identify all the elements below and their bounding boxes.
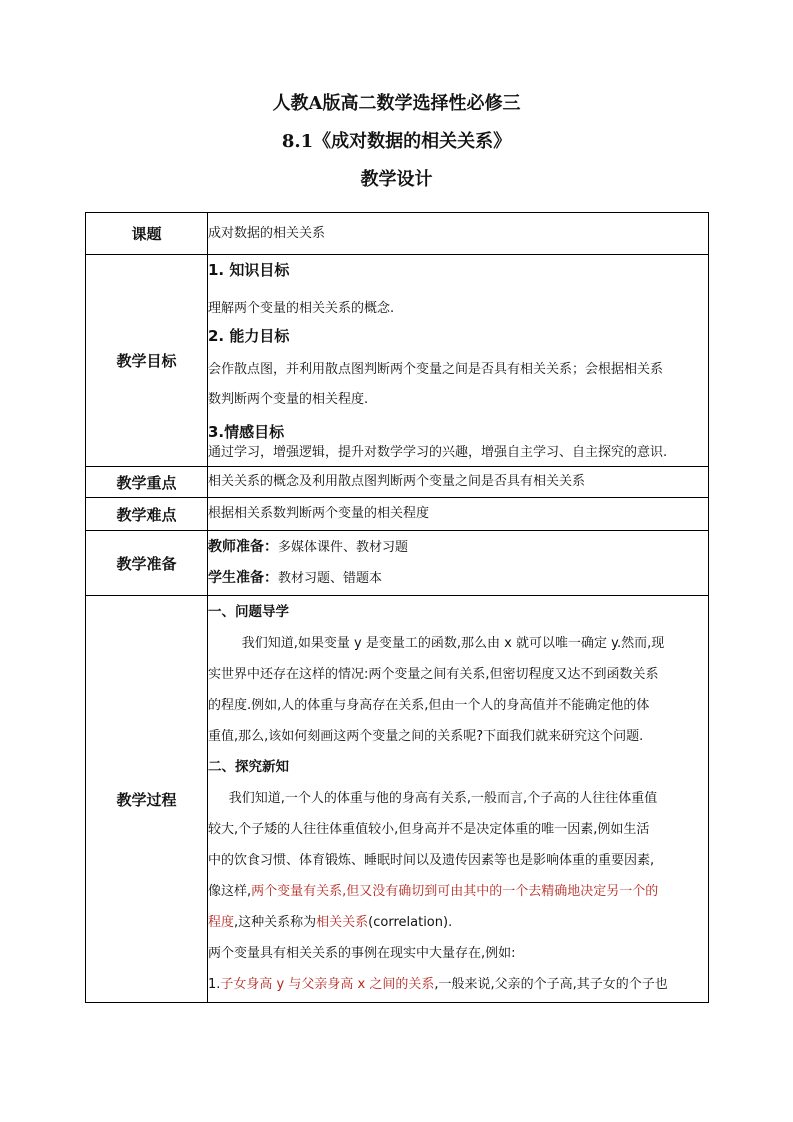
teacher-preparation: 教师准备：多媒体课件、教材习题 [208,539,409,555]
emotion-goal-text: 通过学习，增强逻辑，提升对数学学习的兴趣，增强自主学习、自主探究的意识. [208,445,668,460]
key-point-row [86,467,709,498]
difficulty-row [86,498,709,531]
lesson-title: 8.1《成对数据的相关关系》 [281,131,512,152]
course-title: 人教A版高二数学选择性必修三 [272,93,521,114]
knowledge-goal-text: 理解两个变量的相关关系的概念. [208,301,395,316]
ability-goal-title: 2. 能力目标 [208,327,290,345]
section2-line-3: 中的饮食习惯、体育锻炼、睡眠时间以及遗传因素等也是影响体重的重要因素, [208,853,655,868]
process-label: 教学过程 [86,596,208,1003]
section2-line-1: 我们知道,一个人的体重与他的身高有关系,一般而言,个子高的人往往体重值 [228,791,658,806]
section2-line-5: 程度,这种关系称为相关关系(correlation). [208,915,453,930]
topic-label: 课题 [86,213,208,255]
goals-row [86,255,709,467]
lesson-plan-table [85,212,709,1003]
preparation-row [86,531,709,596]
difficulty-value: 根据相关系数判断两个变量的相关程度 [208,498,709,531]
section2-line-6: 两个变量具有相关关系的事例在现实中大量存在,例如: [208,946,516,961]
key-point-value: 相关关系的概念及利用散点图判断两个变量之间是否具有相关关系 [208,467,709,498]
ability-goal-text-1: 会作散点图，并利用散点图判断两个变量之间是否具有相关关系；会根据相关系 [208,362,664,377]
emotion-goal-title: 3.情感目标 [208,423,285,441]
section1-line-3: 的程度.例如,人的体重与身高存在关系,但由一个人的身高值并不能确定他的体 [208,698,650,713]
section-problem-guide-title: 一、问题导学 [208,604,289,620]
key-point-label: 教学重点 [86,467,208,498]
section2-line-7: 1.子女身高 y 与父亲身高 x 之间的关系,一般来说,父亲的个子高,其子女的个子也 [208,977,668,992]
process-content [208,596,709,1003]
document-header [0,94,793,190]
preparation-content [208,531,709,596]
section-explore-title: 二、探究新知 [208,759,289,775]
knowledge-goal-title: 1. 知识目标 [208,261,290,279]
process-row [86,596,709,1003]
ability-goal-text-2: 数判断两个变量的相关程度. [208,392,369,407]
document-type-title: 教学设计 [360,169,433,190]
goals-label: 教学目标 [86,255,208,467]
topic-value: 成对数据的相关关系 [208,213,709,255]
section2-line-2: 较大,个子矮的人往往体重值较小,但身高并不是决定体重的唯一因素,例如生活 [208,822,650,837]
topic-row [86,213,709,255]
goals-content [208,255,709,467]
section1-line-1: 我们知道,如果变量 y 是变量工的函数,那么由 x 就可以唯一确定 y.然而,现 [241,636,665,651]
section2-line-4: 像这样,两个变量有关系,但又没有确切到可由其中的一个去精确地决定另一个的 [208,884,659,899]
student-preparation: 学生准备：教材习题、错题本 [208,570,383,586]
difficulty-label: 教学难点 [86,498,208,531]
section1-line-2: 实世界中还存在这样的情况:两个变量之间有关系,但密切程度又达不到函数关系 [208,667,659,682]
section1-line-4: 重值,那么,该如何刻画这两个变量之间的关系呢?下面我们就来研究这个问题. [208,729,644,744]
preparation-label: 教学准备 [86,531,208,596]
